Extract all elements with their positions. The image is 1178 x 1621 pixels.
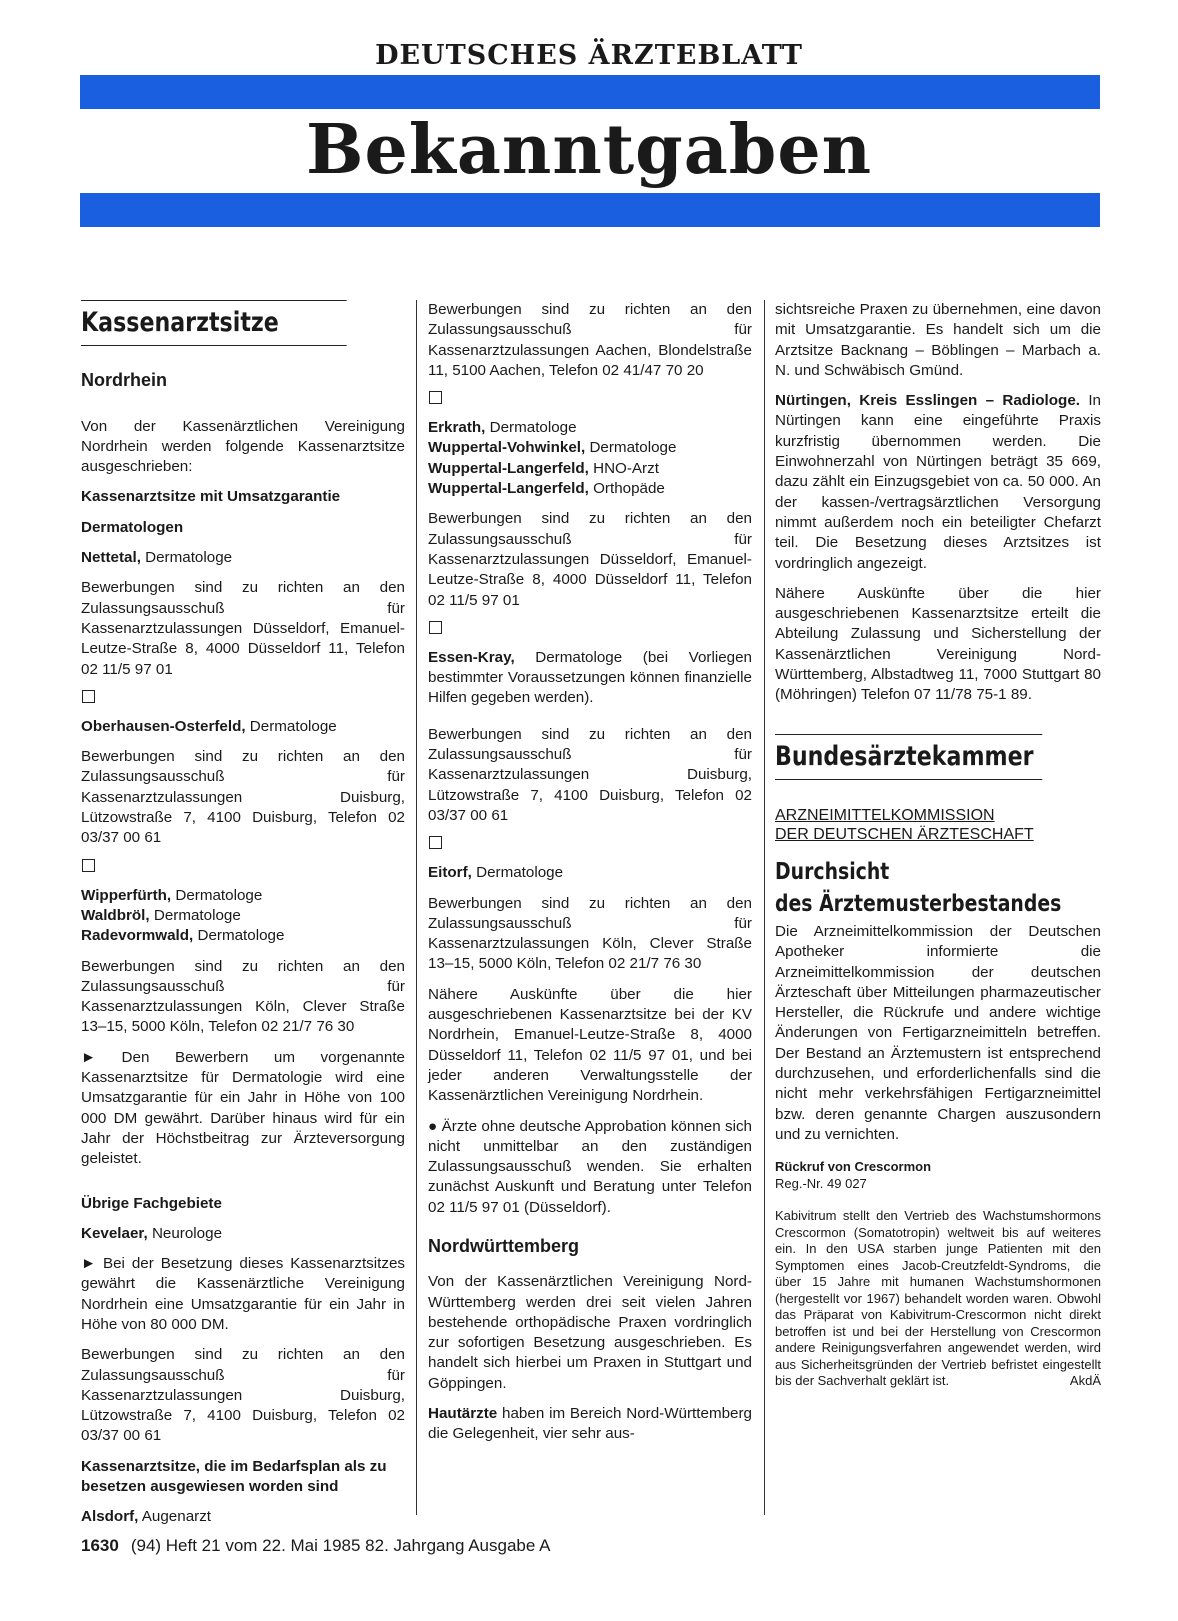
intro-paragraph: Von der Kassenärztlichen Vereinigung Nordrhein werden folgende Kassenarztsitze ausgeschrieben: <box>81 417 405 476</box>
listing: Eitorf, Dermatologe <box>428 864 564 882</box>
subheading: Kassenarztsitze, die im Bedarfsplan als zu besetzen ausgewiesen worden sind <box>81 1457 387 1496</box>
listing: Oberhausen-Osterfeld, Dermatologe <box>81 717 337 735</box>
recall-heading: Rückruf von Crescormon Reg.-Nr. 49 027 <box>775 1159 932 1191</box>
application-paragraph: Bewerbungen sind zu richten an den Zulassungsausschuß für Kassenarztzulassungen Köln, Clever Straße 13–15, 5000 Köln, Telefon 02 21/7 76 30 <box>428 894 752 973</box>
article-title: Durchsicht <box>775 858 890 885</box>
blue-bar-top <box>80 75 1100 109</box>
application-paragraph: Bewerbungen sind zu richten an den Zulassungsausschuß für Kassenarztzulassungen Aachen, Blondelstraße 11, 5100 Aachen, Telefon 02 41/47 70 20 <box>428 301 752 379</box>
column-rule <box>416 300 417 1515</box>
info-paragraph: ● Ärzte ohne deutsche Approbation können sich nicht unmittelbar an den zuständigen Zulassungsausschuß wenden. Sie erhalten zunächst Auskunft und Beratung unter Telefon 02 11/5 97 01 (Düsseldorf). <box>428 1117 752 1216</box>
note-paragraph: ► Bei der Besetzung dieses Kassenarztsitzes gewährt die Kassenärztliche Vereinigung Nordrhein eine Umsatzgarantie für ein Jahr in Höhe von 80 000 DM. <box>81 1255 405 1333</box>
application-paragraph: Bewerbungen sind zu richten an den Zulassungsausschuß für Kassenarztzulassungen Düsseldorf, Emanuel-Leutze-Straße 8, 4000 Düsseldorf 11, Telefon 02 11/5 97 01 <box>81 579 405 678</box>
body-paragraph: Hautärzte haben im Bereich Nord-Württemberg die Gelegenheit, vier sehr aus- <box>428 1405 752 1443</box>
masthead: DEUTSCHES ÄRZTEBLATT <box>375 40 803 71</box>
page-title: Bekanntgaben <box>305 110 873 190</box>
region-heading: Nordwürttemberg <box>428 1235 580 1256</box>
body-paragraph: Nürtingen, Kreis Esslingen – Radiologe. In Nürtingen kann eine eingeführte Praxis kurzfristig übernommen werden. Die Einwohnerzahl von Nürtingen beträgt 35 669, dazu zählt ein Einzugsgebiet von ca. 50 000. An der kassen-/vertragsärztlichen Versorgung nimmt außerdem noch ein beteiligter Chefarzt teil. Die Besetzung dieses Arztsitzes ist vordringlich angezeigt. <box>775 392 1101 572</box>
application-paragraph: Bewerbungen sind zu richten an den Zulassungsausschuß für Kassenarztzulassungen Duisburg, Lützowstraße 7, 4100 Duisburg, Telefon 02 03/37 00 61 <box>428 725 752 824</box>
region-heading: Nordrhein <box>81 370 168 391</box>
application-paragraph: Bewerbungen sind zu richten an den Zulassungsausschuß für Kassenarztzulassungen Duisburg, Lützowstraße 7, 4100 Duisburg, Telefon 02 03/37 00 61 <box>81 748 405 847</box>
listing: Essen-Kray, Dermatologe (bei Vorliegen bestimmter Voraussetzungen können finanzielle Hilfen gegeben werden). <box>428 648 752 707</box>
listing: Kevelaer, Neurologe <box>81 1224 223 1242</box>
body-paragraph: Von der Kassenärztlichen Vereinigung Nord-Württemberg werden drei seit vielen Jahren bestehende orthopädische Praxen vordringlich zur sofortigen Besetzung ausgeschrieben. Es handelt sich hierbei um Praxen in Stuttgart und Göppingen. <box>428 1273 752 1392</box>
issue-info: (94) Heft 21 vom 22. Mai 1985 82. Jahrgang Ausgabe A <box>130 1536 551 1555</box>
info-paragraph: Nähere Auskünfte über die hier ausgeschriebenen Kassenarztsitze bei der KV Nordrhein, Emanuel-Leutze-Straße 8, 4000 Düsseldorf 11, Telefon 02 11/5 97 01, und bei jeder anderen Verwaltungsstelle der Kassenärztlichen Vereinigung Nordrhein. <box>428 985 752 1105</box>
kicker: ARZNEIMITTELKOMMISSION DER DEUTSCHEN ÄRZTESCHAFT <box>775 806 1034 843</box>
page-number: 1630 <box>81 1536 119 1555</box>
listing: Nettetal, Dermatologe <box>81 549 233 567</box>
recall-paragraph: Kabivitrum stellt den Vertrieb des Wachstumshormons Crescormon (Somatotropin) weltweit bis auf weiteres ein. In den USA starben junge Patienten mit den Symptomen eines Jacob-Creutzfeldt-Syndroms, die über 15 Jahre mit humanen Wachstumshormonen (hergestellt vor 1967) behandelt worden waren. Obwohl das Präparat von Kabivitrum-Crescormon nicht direkt betroffen ist und bei der Herstellung von Crescormon andere Reinigungsverfahren angewendet werden, wird aus Sicherheitsgründen der Vertrieb befristet eingestellt bis der Sachverhalt geklärt ist. AkdÄ <box>775 1208 1101 1389</box>
note-paragraph: ► Den Bewerbern um vorgenannte Kassenarztsitze für Dermatologie wird eine Umsatzgarantie für ein Jahr in Höhe von 100 000 DM gewährt. Darüber hinaus wird für ein Jahr der Höchstbeitrag zur Ärzteversorgung geleistet. <box>81 1048 405 1168</box>
subheading: Kassenarztsitze mit Umsatzgarantie <box>81 488 341 506</box>
column-3 <box>775 300 1101 1400</box>
section-title: Bundesärztekammer <box>775 734 1042 780</box>
body-paragraph: Die Arzneimittelkommission der Deutschen Apotheker informierte die Arzneimittelkommission der deutschen Ärzteschaft über Mitteilungen pharmazeutischer Hersteller, die Rückrufe und andere wichtige Änderungen von Fertigarzneimitteln betreffen. Der Bestand an Ärztemustern ist entsprechend durchzusehen, und erforderlichenfalls sind die nicht mehr verkehrsfähigen Fertigarzneimittel bzw. deren genannte Chargen auszusondern und zu vernichten. <box>775 922 1101 1143</box>
subheading: Übrige Fachgebiete <box>81 1194 222 1212</box>
column-rule <box>764 300 765 1515</box>
body-paragraph: sichtsreiche Praxen zu übernehmen, eine davon mit Umsatzgarantie. Es handelt sich um die Arztsitze Backnang – Böblingen – Marbach a. N. und Schwäbisch Gmünd. <box>775 301 1101 379</box>
application-paragraph: Bewerbungen sind zu richten an den Zulassungsausschuß für Kassenarztzulassungen Köln, Clever Straße 13–15, 5000 Köln, Telefon 02 21/7 76 30 <box>81 957 405 1036</box>
subheading: Dermatologen <box>81 518 184 536</box>
column-2 <box>428 300 752 1455</box>
info-paragraph: Nähere Auskünfte über die hier ausgeschriebenen Kassenarztsitze erteilt die Abteilung Zulassung und Sicherstellung der Kassenärztlichen Vereinigung Nord-Württemberg, Albstadtweg 11, 7000 Stuttgart 80 (Möhringen) Telefon 07 11/78 75-1 89. <box>775 584 1101 704</box>
listing: Erkrath, Dermatologe Wuppertal-Vohwinkel, Dermatologe Wuppertal-Langerfeld, HNO-Arzt Wuppertal-Langerfeld, Orthopäde <box>428 419 677 498</box>
separator-square-icon <box>82 690 95 703</box>
article-title: des Ärztemusterbestandes <box>775 890 1062 917</box>
blue-bar-bottom <box>80 193 1100 227</box>
separator-square-icon <box>429 391 442 404</box>
application-paragraph: Bewerbungen sind zu richten an den Zulassungsausschuß für Kassenarztzulassungen Duisburg, Lützowstraße 7, 4100 Duisburg, Telefon 02 03/37 00 61 <box>81 1346 405 1445</box>
page-footer <box>81 1536 550 1556</box>
separator-square-icon <box>429 836 442 849</box>
separator-square-icon <box>429 621 442 634</box>
separator-square-icon <box>82 859 95 872</box>
application-paragraph: Bewerbungen sind zu richten an den Zulassungsausschuß für Kassenarztzulassungen Düsseldorf, Emanuel-Leutze-Straße 8, 4000 Düsseldorf 11, Telefon 02 11/5 97 01 <box>428 510 752 609</box>
section-title: Kassenarztsitze <box>81 300 347 346</box>
listing: Wipperfürth, Dermatologe Waldbröl, Dermatologe Radevormwald, Dermatologe <box>81 886 285 945</box>
column-1 <box>81 300 405 1538</box>
listing: Alsdorf, Augenarzt <box>81 1508 212 1526</box>
